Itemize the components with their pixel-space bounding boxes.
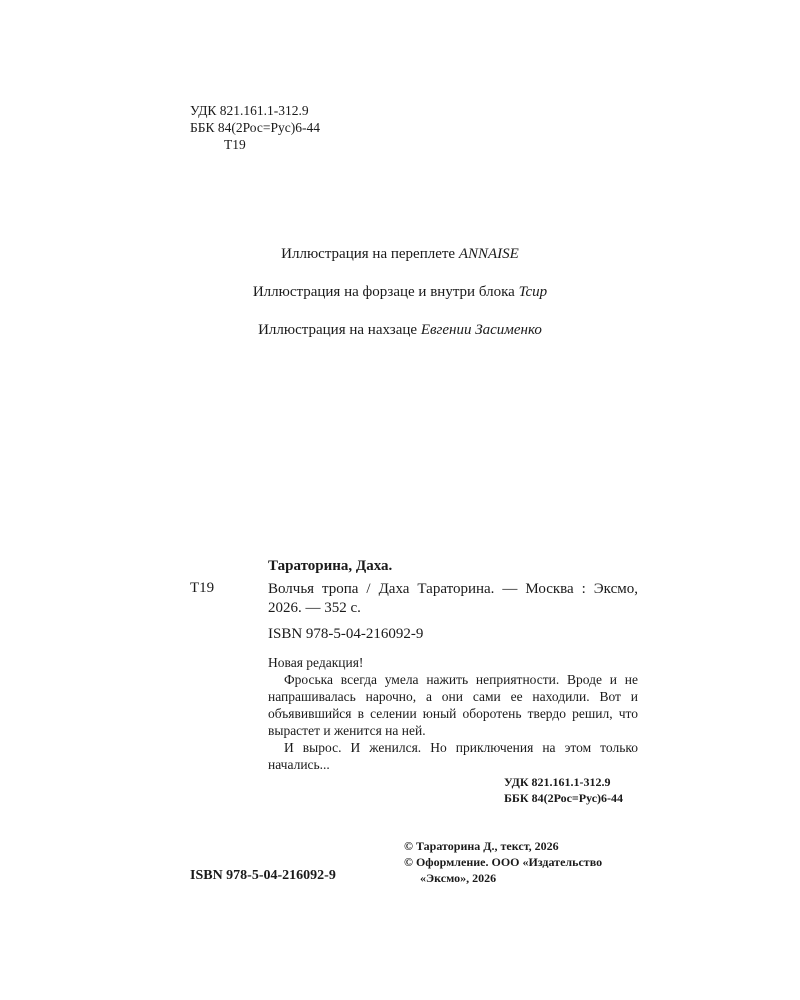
author-heading: Тараторина, Даха. xyxy=(268,558,393,574)
isbn-bottom: ISBN 978-5-04-216092-9 xyxy=(190,868,336,883)
annotation-line: Новая редакция! xyxy=(268,655,364,670)
credit-back-label: Иллюстрация на нахзаце xyxy=(258,322,421,338)
credit-cover-label: Иллюстрация на переплете xyxy=(281,246,459,262)
copyright-publisher: «Эксмо», 2026 xyxy=(420,871,497,885)
credit-back-endpaper xyxy=(0,322,800,339)
copyright-design: © Оформление. ООО «Издательство xyxy=(404,855,603,869)
bib-description: Волчья тропа / Даха Тараторина. — Москва : Эксмо, 2026. — 352 с. xyxy=(268,581,638,616)
credit-endpaper-label: Иллюстрация на форзаце и внутри блока xyxy=(252,284,519,300)
udk-code-bottom: УДК 821.161.1-312.9 xyxy=(504,775,611,789)
annotation xyxy=(268,654,638,773)
credit-endpaper xyxy=(0,284,800,301)
credit-cover-name: ANNAISE xyxy=(458,246,519,262)
bib-author-mark: Т19 xyxy=(190,580,215,596)
credit-cover xyxy=(0,246,800,263)
copyright-text: © Тараторина Д., текст, 2026 xyxy=(404,839,559,853)
udk-code: УДК 821.161.1-312.9 xyxy=(190,103,309,118)
credit-back-name: Евгении Засименко xyxy=(420,322,542,338)
classification-bottom xyxy=(504,774,623,806)
credit-endpaper-name: Tcup xyxy=(518,284,548,300)
annotation-paragraph: Фроська всегда умела нажить неприятности. Вроде и не напрашивалась нарочно, а они сами ее находили. Вот и объявившийся в селении юный оборотень твердо решил, что вырастет и женится на ней. xyxy=(268,672,638,738)
bib-isbn: ISBN 978-5-04-216092-9 xyxy=(268,626,424,642)
annotation-paragraph: И вырос. И женился. Но приключения на этом только начались... xyxy=(268,740,638,772)
bbk-code: ББК 84(2Рос=Рус)6-44 xyxy=(190,120,320,135)
bbk-code-bottom: ББК 84(2Рос=Рус)6-44 xyxy=(504,791,624,805)
author-mark: Т19 xyxy=(224,137,246,152)
copyright-block xyxy=(404,838,602,886)
classification-block xyxy=(190,102,320,153)
